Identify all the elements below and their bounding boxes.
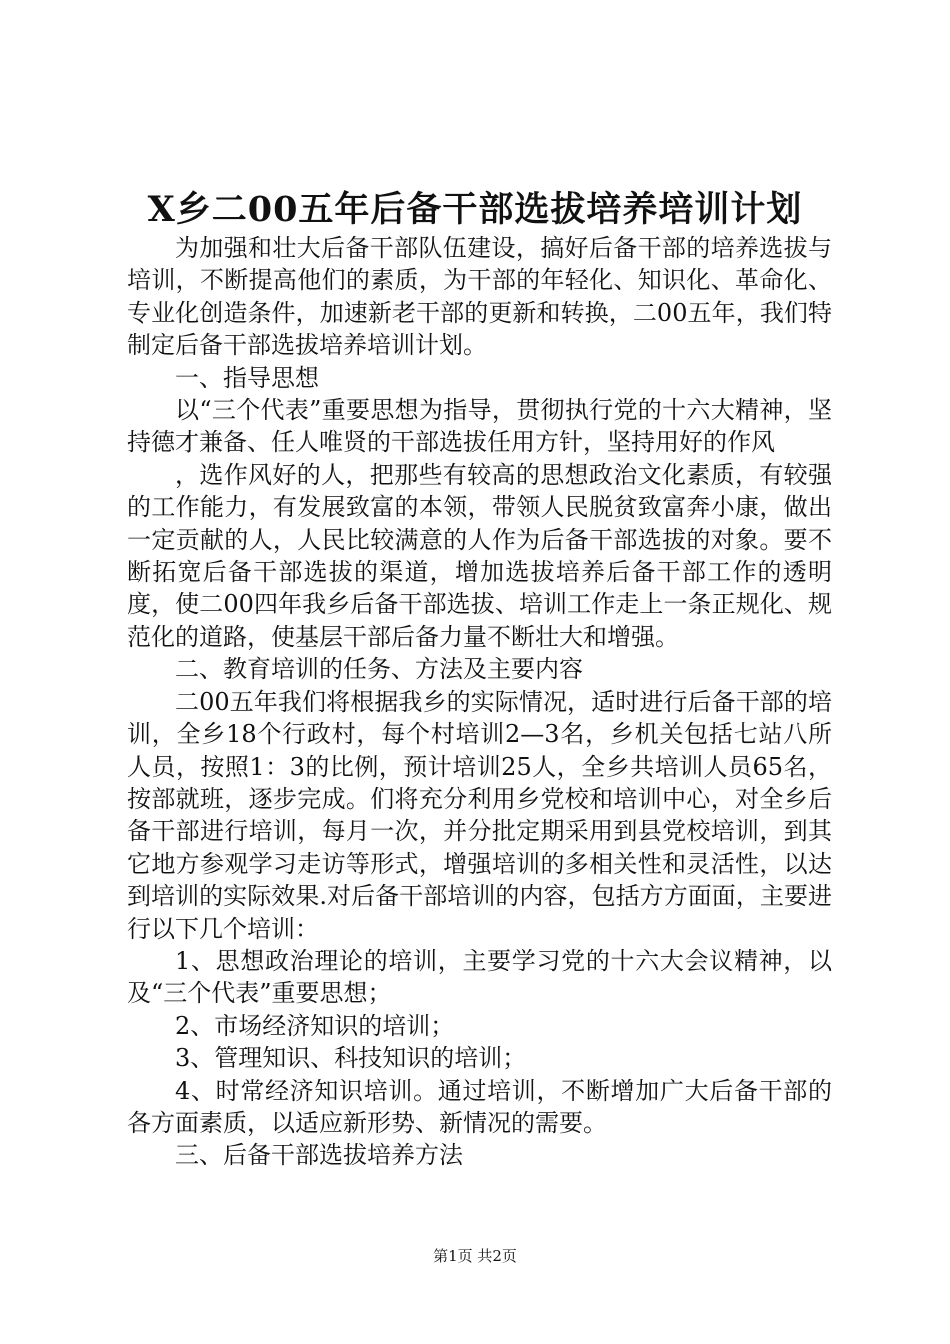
training-item-4: 4、时常经济知识培训。通过培训，不断增加广大后备干部的各方面素质，以适应新形势、新情况的需要。 [127, 1076, 832, 1137]
section-heading-guiding-ideology: 一、指导思想 [175, 363, 319, 392]
training-plan-paragraph: 二00五年我们将根据我乡的实际情况，适时进行后备干部的培训，全乡18个行政村，每个村培训2—3名，乡机关包括七站八所人员，按照1：3的比例，预计培训25人，全乡共培训人员65名，按部就班，逐步完成。们将充分利用乡党校和培训中心，对全乡后备干部进行培训，每月一次，并分批定期采用到县党校培训，到其它地方参观学习走访等形式，增强培训的多相关性和灵活性，以达到培训的实际效果.对后备干部培训的内容，包括方方面面，主要进行以下几个培训： [127, 687, 832, 943]
training-item-1: 1、思想政治理论的培训，主要学习党的十六大会议精神，以及“三个代表”重要思想； [127, 946, 832, 1008]
selection-criteria-paragraph: ，选作风好的人，把那些有较高的思想政治文化素质，有较强的工作能力，有发展致富的本领，带领人民脱贫致富奔小康，做出一定贡献的人，人民比较满意的人作为后备干部选拔的对象。要不断拓宽后备干部选拔的渠道，增加选拔培养后备干部工作的透明度，使二00四年我乡后备干部选拔、培训工作走上一条正规化、规范化的道路，使基层干部后备力量不断壮大和增强。 [127, 460, 832, 651]
document-body [127, 232, 832, 1172]
intro-paragraph: 为加强和壮大后备干部队伍建设，搞好后备干部的培养选拔与培训，不断提高他们的素质，为干部的年轻化、知识化、革命化、专业化创造条件，加速新老干部的更新和转换，二00五年，我们特制定后备干部选拔培养培训计划。 [127, 234, 832, 360]
guiding-ideology-paragraph: 以“三个代表”重要思想为指导，贯彻执行党的十六大精神，坚持德才兼备、任人唯贤的干部选拔任用方针，坚持用好的作风 [127, 396, 832, 457]
section-heading-selection-methods: 三、后备干部选拔培养方法 [175, 1141, 463, 1170]
section-heading-training-tasks: 二、教育培训的任务、方法及主要内容 [175, 655, 583, 684]
training-item-3: 3、管理知识、科技知识的培训； [175, 1044, 527, 1073]
document-title: X乡二00五年后备干部选拔培养培训计划 [147, 189, 803, 230]
training-item-2: 2、市场经济知识的培训； [175, 1011, 455, 1040]
page-number-footer: 第1页 共2页 [433, 1247, 517, 1265]
